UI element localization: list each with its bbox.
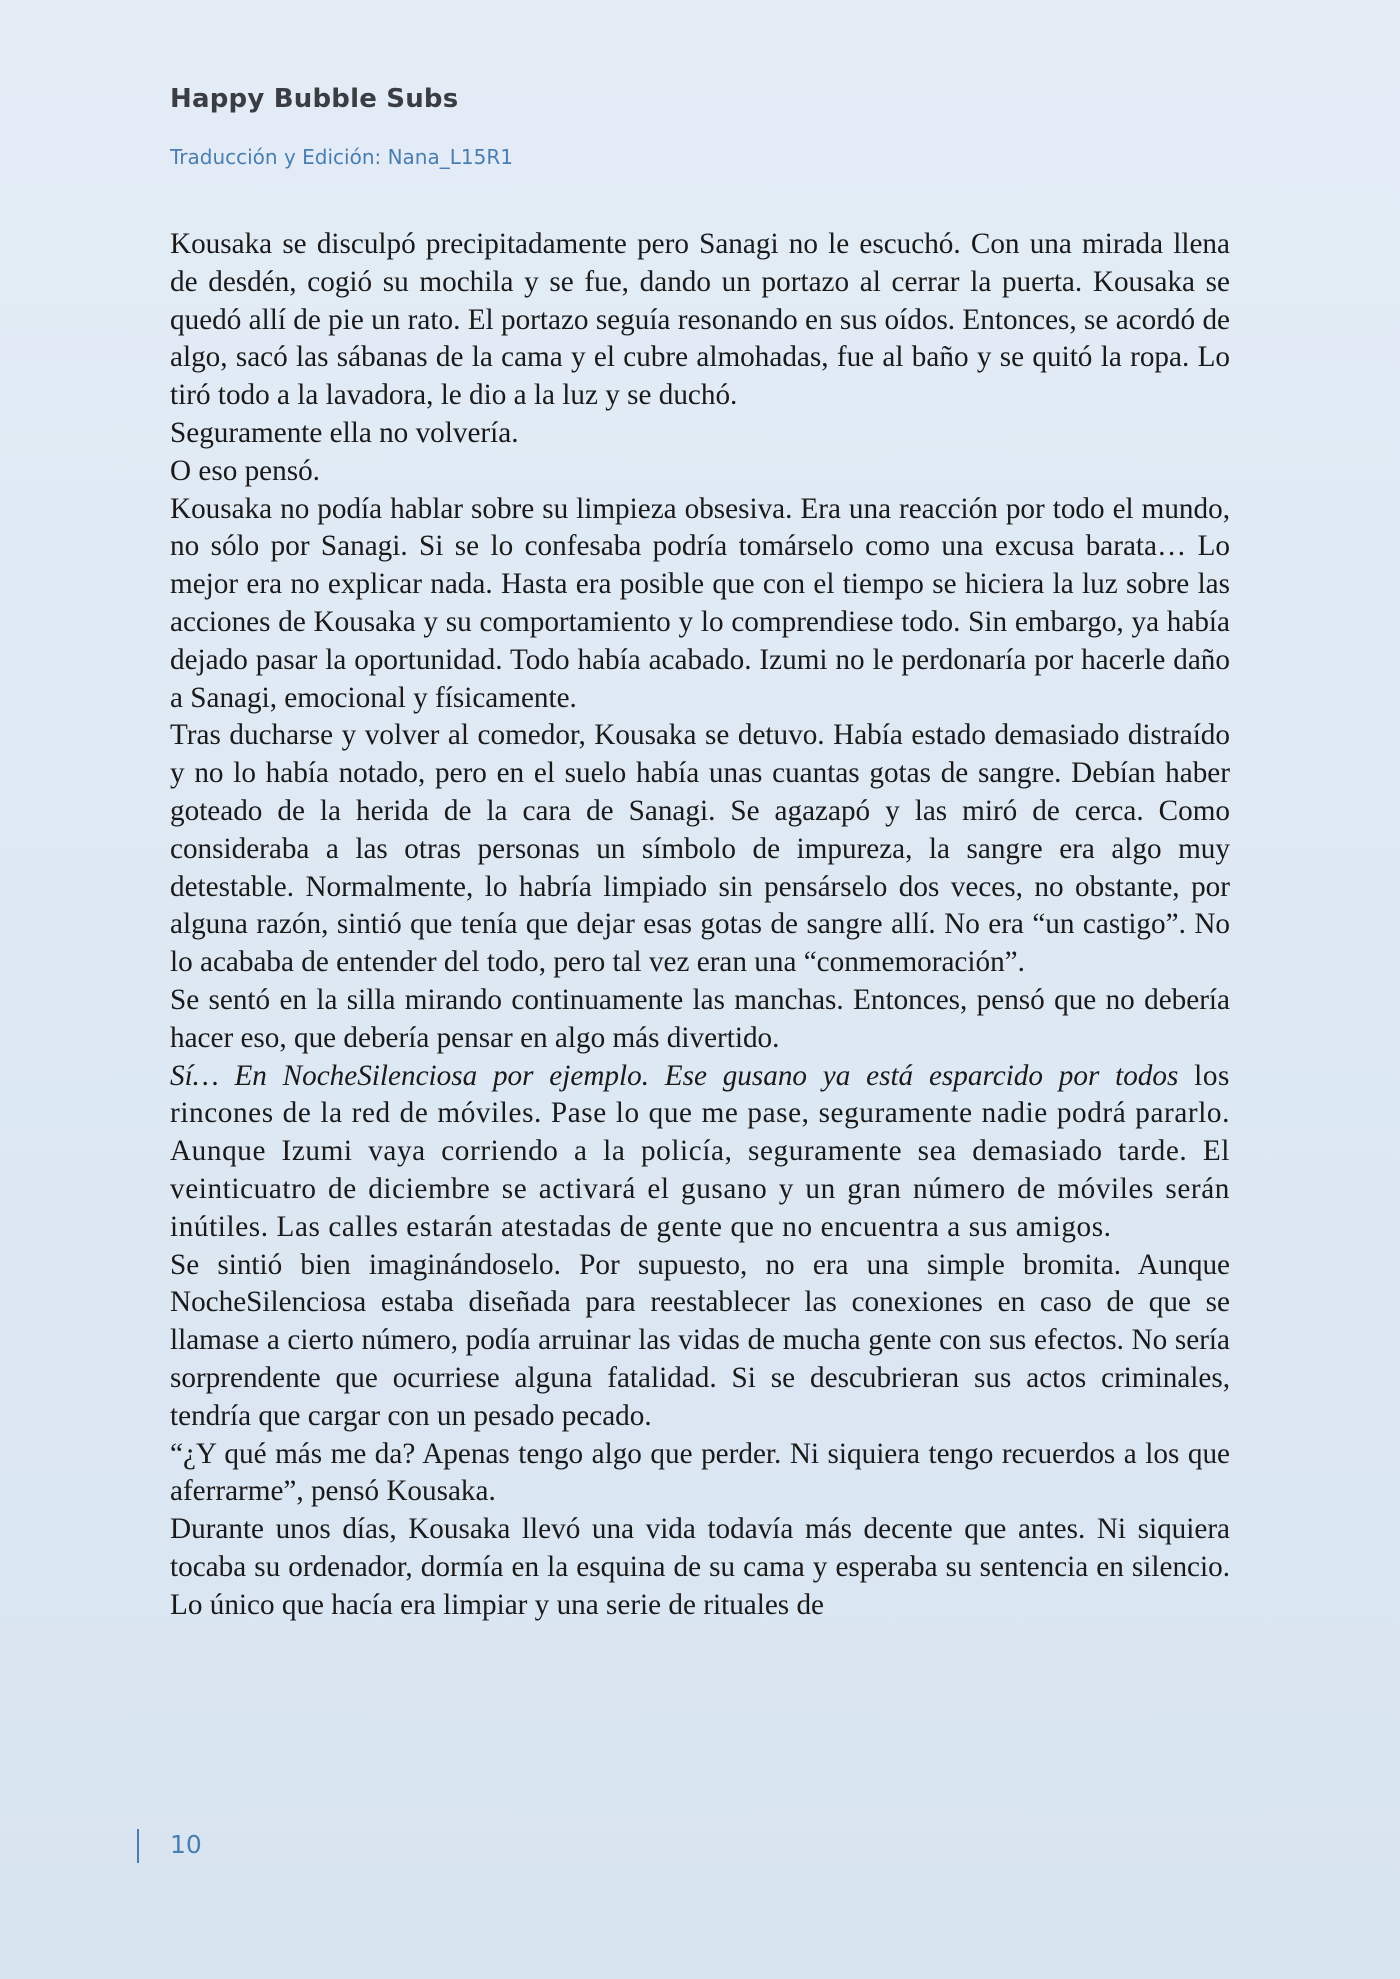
page-header-subtitle: Traducción y Edición: Nana_L15R1 xyxy=(170,145,513,169)
body-text xyxy=(170,226,1230,1624)
paragraph: Se sintió bien imaginándoselo. Por supuesto, no era una simple bromita. Aunque NocheSilenciosa estaba diseñada para reestablecer las conexiones en caso de que se llamase a cierto número, podía arruinar las vidas de mucha gente con sus efectos. No sería sorprendente que ocurriese alguna fatalidad. Si se descubrieran sus actos criminales, tendría que cargar con un pesado pecado. xyxy=(170,1248,1230,1432)
paragraph: Kousaka no podía hablar sobre su limpieza obsesiva. Era una reacción por todo el mundo, no sólo por Sanagi. Si se lo confesaba podría tomárselo como una excusa barata… Lo mejor era no explicar nada. Hasta era posible que con el tiempo se hiciera la luz sobre las acciones de Kousaka y su comportamiento y lo comprendiese todo. Sin embargo, ya había dejado pasar la oportunidad. Todo había acabado. Izumi no le perdonaría por hacerle daño a Sanagi, emocional y físicamente. xyxy=(170,492,1230,714)
italic-thought-text: Sí… En NocheSilenciosa por ejemplo. Ese gusano ya está esparcido por todos xyxy=(170,1059,1179,1092)
page-header-title: Happy Bubble Subs xyxy=(170,84,459,114)
page-number: 10 xyxy=(170,1830,202,1859)
footer-accent-bar xyxy=(137,1829,139,1863)
paragraph: Se sentó en la silla mirando continuamente las manchas. Entonces, pensó que no debería hacer eso, que debería pensar en algo más divertido. xyxy=(170,983,1230,1054)
paragraph: Kousaka se disculpó precipitadamente pero Sanagi no le escuchó. Con una mirada llena de desdén, cogió su mochila y se fue, dando un portazo al cerrar la puerta. Kousaka se quedó allí de pie un rato. El portazo seguía resonando en sus oídos. Entonces, se acordó de algo, sacó las sábanas de la cama y el cubre almohadas, fue al baño y se quitó la ropa. Lo tiró todo a la lavadora, le dio a la luz y se duchó. xyxy=(170,228,1230,412)
thought-continuation-text: los rincones de la red de móviles. Pase lo que me pase, seguramente nadie podrá pararlo. Aunque Izumi vaya corriendo a la policía, seguramente sea demasiado tarde. El veinticuatro de diciembre se activará el gusano y un gran número de móviles serán inútiles. Las calles estarán atestadas de gente que no encuentra a sus amigos. xyxy=(170,1059,1231,1243)
paragraph: “¿Y qué más me da? Apenas tengo algo que perder. Ni siquiera tengo recuerdos a los que aferrarme”, pensó Kousaka. xyxy=(170,1437,1230,1508)
paragraph: Seguramente ella no volvería. xyxy=(170,416,519,449)
paragraph: Durante unos días, Kousaka llevó una vida todavía más decente que antes. Ni siquiera tocaba su ordenador, dormía en la esquina de su cama y esperaba su sentencia en silencio. Lo único que hacía era limpiar y una serie de rituales de xyxy=(170,1513,1230,1621)
paragraph: Tras ducharse y volver al comedor, Kousaka se detuvo. Había estado demasiado distraído y no lo había notado, pero en el suelo había unas cuantas gotas de sangre. Debían haber goteado de la herida de la cara de Sanagi. Se agazapó y las miró de cerca. Como consideraba a las otras personas un símbolo de impureza, la sangre era algo muy detestable. Normalmente, lo habría limpiado sin pensárselo dos veces, no obstante, por alguna razón, sintió que tenía que dejar esas gotas de sangre allí. No era “un castigo”. No lo acababa de entender del todo, pero tal vez eran una “conmemoración”. xyxy=(170,719,1230,979)
paragraph: O eso pensó. xyxy=(170,454,320,487)
paragraph-italic-thought xyxy=(170,1058,1230,1247)
